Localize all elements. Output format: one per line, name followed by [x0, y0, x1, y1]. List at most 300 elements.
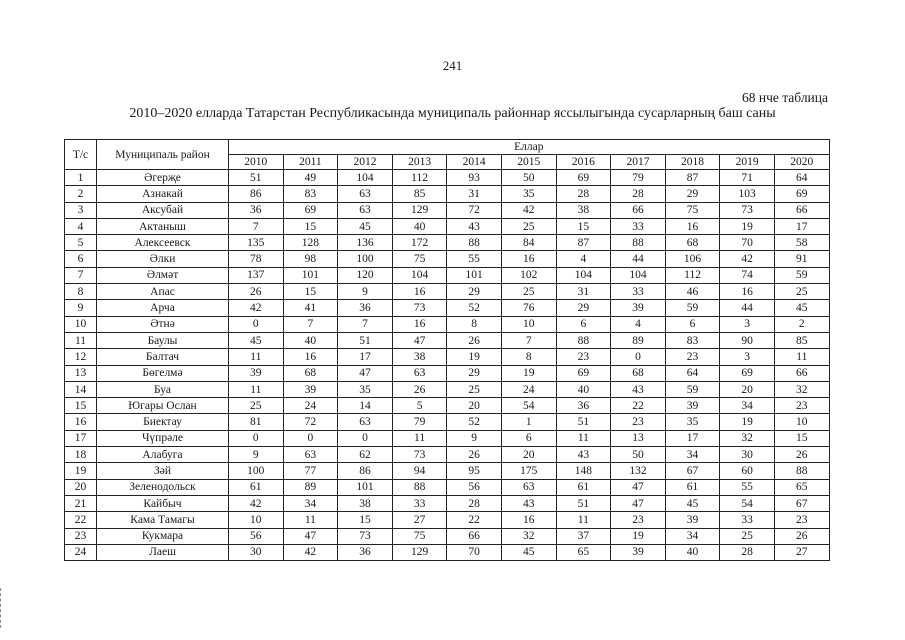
count-cell: 36	[556, 398, 611, 414]
count-cell: 73	[392, 300, 447, 316]
count-cell: 19	[501, 365, 556, 381]
count-cell: 11	[392, 430, 447, 446]
count-cell: 19	[720, 414, 775, 430]
count-cell: 63	[338, 202, 393, 218]
count-cell: 9	[338, 284, 393, 300]
count-cell: 70	[720, 235, 775, 251]
count-cell: 51	[338, 332, 393, 348]
count-cell: 94	[392, 463, 447, 479]
count-cell: 104	[392, 267, 447, 283]
count-cell: 11	[556, 430, 611, 446]
count-cell: 10	[774, 414, 829, 430]
count-cell: 101	[447, 267, 502, 283]
count-cell: 25	[774, 284, 829, 300]
count-cell: 50	[611, 447, 666, 463]
count-cell: 36	[338, 544, 393, 560]
count-cell: 72	[447, 202, 502, 218]
count-cell: 71	[720, 170, 775, 186]
header-year: 2010	[229, 155, 284, 170]
table-row	[65, 528, 830, 544]
count-cell: 33	[611, 284, 666, 300]
table-row	[65, 414, 830, 430]
count-cell: 11	[229, 381, 284, 397]
count-cell: 22	[611, 398, 666, 414]
count-cell: 38	[392, 349, 447, 365]
count-cell: 47	[283, 528, 338, 544]
count-cell: 4	[556, 251, 611, 267]
count-cell: 81	[229, 414, 284, 430]
count-cell: 75	[392, 251, 447, 267]
count-cell: 36	[229, 202, 284, 218]
count-cell: 62	[338, 447, 393, 463]
count-cell: 135	[229, 235, 284, 251]
count-cell: 90	[720, 332, 775, 348]
count-cell: 70	[447, 544, 502, 560]
count-cell: 58	[774, 235, 829, 251]
district-name: Югары Ослан	[97, 398, 229, 414]
count-cell: 33	[611, 218, 666, 234]
count-cell: 104	[556, 267, 611, 283]
count-cell: 47	[611, 479, 666, 495]
header-district: Муниципаль район	[97, 140, 229, 170]
count-cell: 79	[392, 414, 447, 430]
row-number: 18	[65, 447, 97, 463]
count-cell: 15	[556, 218, 611, 234]
count-cell: 112	[665, 267, 720, 283]
row-number: 8	[65, 284, 97, 300]
count-cell: 68	[283, 365, 338, 381]
count-cell: 86	[229, 186, 284, 202]
row-number: 6	[65, 251, 97, 267]
row-number: 24	[65, 544, 97, 560]
count-cell: 49	[283, 170, 338, 186]
header-year: 2014	[447, 155, 502, 170]
district-name: Актаныш	[97, 218, 229, 234]
count-cell: 73	[720, 202, 775, 218]
district-name: Алексеевск	[97, 235, 229, 251]
count-cell: 33	[720, 512, 775, 528]
count-cell: 31	[556, 284, 611, 300]
count-cell: 17	[665, 430, 720, 446]
count-cell: 28	[720, 544, 775, 560]
table-row	[65, 284, 830, 300]
count-cell: 28	[447, 495, 502, 511]
district-name: Чүпрәле	[97, 430, 229, 446]
count-cell: 35	[501, 186, 556, 202]
count-cell: 56	[229, 528, 284, 544]
count-cell: 6	[501, 430, 556, 446]
count-cell: 33	[392, 495, 447, 511]
count-cell: 59	[774, 267, 829, 283]
count-cell: 84	[501, 235, 556, 251]
count-cell: 93	[447, 170, 502, 186]
count-cell: 73	[392, 447, 447, 463]
count-cell: 88	[392, 479, 447, 495]
count-cell: 129	[392, 544, 447, 560]
count-cell: 61	[556, 479, 611, 495]
count-cell: 16	[283, 349, 338, 365]
count-cell: 98	[283, 251, 338, 267]
district-name: Әтнә	[97, 316, 229, 332]
count-cell: 30	[720, 447, 775, 463]
data-table	[64, 139, 830, 561]
row-number: 1	[65, 170, 97, 186]
table-body	[65, 170, 830, 561]
count-cell: 42	[229, 300, 284, 316]
row-number: 10	[65, 316, 97, 332]
count-cell: 172	[392, 235, 447, 251]
count-cell: 9	[229, 447, 284, 463]
margin-line	[0, 588, 3, 628]
header-year: 2011	[283, 155, 338, 170]
district-name: Әгерҗе	[97, 170, 229, 186]
count-cell: 87	[556, 235, 611, 251]
count-cell: 72	[283, 414, 338, 430]
count-cell: 17	[774, 218, 829, 234]
row-number: 4	[65, 218, 97, 234]
count-cell: 22	[447, 512, 502, 528]
district-name: Әлки	[97, 251, 229, 267]
count-cell: 65	[556, 544, 611, 560]
count-cell: 25	[229, 398, 284, 414]
count-cell: 45	[774, 300, 829, 316]
count-cell: 41	[283, 300, 338, 316]
count-cell: 45	[501, 544, 556, 560]
count-cell: 13	[611, 430, 666, 446]
district-name: Биектау	[97, 414, 229, 430]
count-cell: 43	[501, 495, 556, 511]
count-cell: 77	[283, 463, 338, 479]
table-row	[65, 463, 830, 479]
count-cell: 11	[556, 512, 611, 528]
count-cell: 175	[501, 463, 556, 479]
row-number: 17	[65, 430, 97, 446]
count-cell: 85	[392, 186, 447, 202]
table-row	[65, 186, 830, 202]
count-cell: 24	[283, 398, 338, 414]
header-year: 2016	[556, 155, 611, 170]
count-cell: 42	[720, 251, 775, 267]
district-name: Зәй	[97, 463, 229, 479]
count-cell: 23	[774, 398, 829, 414]
count-cell: 64	[774, 170, 829, 186]
table-row	[65, 170, 830, 186]
count-cell: 11	[774, 349, 829, 365]
table-row	[65, 381, 830, 397]
table-row	[65, 235, 830, 251]
count-cell: 20	[720, 381, 775, 397]
district-name: Алабуга	[97, 447, 229, 463]
count-cell: 40	[665, 544, 720, 560]
count-cell: 25	[501, 218, 556, 234]
row-number: 15	[65, 398, 97, 414]
count-cell: 23	[611, 512, 666, 528]
count-cell: 34	[665, 447, 720, 463]
count-cell: 16	[501, 251, 556, 267]
district-name: Кукмара	[97, 528, 229, 544]
count-cell: 47	[392, 332, 447, 348]
count-cell: 128	[283, 235, 338, 251]
count-cell: 129	[392, 202, 447, 218]
table-row	[65, 251, 830, 267]
row-number: 7	[65, 267, 97, 283]
table-row	[65, 447, 830, 463]
count-cell: 0	[229, 430, 284, 446]
row-number: 2	[65, 186, 97, 202]
count-cell: 87	[665, 170, 720, 186]
count-cell: 23	[774, 512, 829, 528]
count-cell: 28	[611, 186, 666, 202]
count-cell: 28	[556, 186, 611, 202]
count-cell: 39	[665, 398, 720, 414]
row-number: 23	[65, 528, 97, 544]
count-cell: 17	[338, 349, 393, 365]
district-name: Кайбыч	[97, 495, 229, 511]
count-cell: 52	[447, 414, 502, 430]
row-number: 5	[65, 235, 97, 251]
count-cell: 43	[556, 447, 611, 463]
count-cell: 36	[338, 300, 393, 316]
count-cell: 42	[283, 544, 338, 560]
count-cell: 61	[229, 479, 284, 495]
count-cell: 26	[774, 447, 829, 463]
table-row	[65, 512, 830, 528]
count-cell: 7	[229, 218, 284, 234]
table-title: 2010–2020 елларда Татарстан Республикасында муниципаль районнар яссылыгында сусарларның баш саны	[129, 106, 776, 121]
table-row	[65, 300, 830, 316]
count-cell: 39	[229, 365, 284, 381]
count-cell: 68	[611, 365, 666, 381]
count-cell: 45	[338, 218, 393, 234]
row-number: 11	[65, 332, 97, 348]
count-cell: 59	[665, 300, 720, 316]
table-row	[65, 332, 830, 348]
district-name: Кама Тамагы	[97, 512, 229, 528]
row-number: 20	[65, 479, 97, 495]
count-cell: 44	[611, 251, 666, 267]
header-year: 2013	[392, 155, 447, 170]
count-cell: 3	[720, 316, 775, 332]
count-cell: 88	[611, 235, 666, 251]
count-cell: 69	[774, 186, 829, 202]
count-cell: 69	[556, 365, 611, 381]
header-year: 2018	[665, 155, 720, 170]
count-cell: 42	[229, 495, 284, 511]
row-number: 3	[65, 202, 97, 218]
count-cell: 4	[611, 316, 666, 332]
count-cell: 137	[229, 267, 284, 283]
count-cell: 20	[501, 447, 556, 463]
count-cell: 55	[447, 251, 502, 267]
count-cell: 89	[283, 479, 338, 495]
count-cell: 0	[338, 430, 393, 446]
district-name: Балтач	[97, 349, 229, 365]
table-row	[65, 398, 830, 414]
count-cell: 44	[720, 300, 775, 316]
count-cell: 34	[665, 528, 720, 544]
row-number: 22	[65, 512, 97, 528]
count-cell: 63	[338, 186, 393, 202]
count-cell: 34	[720, 398, 775, 414]
table-row	[65, 365, 830, 381]
count-cell: 63	[392, 365, 447, 381]
count-cell: 52	[447, 300, 502, 316]
table-row	[65, 479, 830, 495]
count-cell: 8	[501, 349, 556, 365]
count-cell: 67	[774, 495, 829, 511]
count-cell: 0	[283, 430, 338, 446]
row-number: 19	[65, 463, 97, 479]
district-name: Арча	[97, 300, 229, 316]
count-cell: 15	[283, 284, 338, 300]
count-cell: 46	[665, 284, 720, 300]
count-cell: 61	[665, 479, 720, 495]
count-cell: 26	[447, 332, 502, 348]
table-row	[65, 430, 830, 446]
page-number: 241	[442, 58, 463, 73]
count-cell: 7	[338, 316, 393, 332]
count-cell: 104	[338, 170, 393, 186]
count-cell: 88	[774, 463, 829, 479]
row-number: 14	[65, 381, 97, 397]
count-cell: 69	[720, 365, 775, 381]
count-cell: 23	[611, 414, 666, 430]
count-cell: 3	[720, 349, 775, 365]
count-cell: 19	[447, 349, 502, 365]
count-cell: 68	[665, 235, 720, 251]
count-cell: 76	[501, 300, 556, 316]
count-cell: 148	[556, 463, 611, 479]
table-row	[65, 349, 830, 365]
district-name: Зеленодольск	[97, 479, 229, 495]
count-cell: 32	[774, 381, 829, 397]
count-cell: 103	[720, 186, 775, 202]
count-cell: 25	[447, 381, 502, 397]
count-cell: 16	[665, 218, 720, 234]
count-cell: 85	[774, 332, 829, 348]
count-cell: 101	[338, 479, 393, 495]
count-cell: 5	[392, 398, 447, 414]
count-cell: 65	[774, 479, 829, 495]
count-cell: 43	[611, 381, 666, 397]
count-cell: 32	[720, 430, 775, 446]
count-cell: 63	[283, 447, 338, 463]
table-row	[65, 544, 830, 560]
count-cell: 40	[556, 381, 611, 397]
count-cell: 26	[774, 528, 829, 544]
count-cell: 51	[556, 495, 611, 511]
count-cell: 74	[720, 267, 775, 283]
count-cell: 24	[501, 381, 556, 397]
count-cell: 69	[283, 202, 338, 218]
count-cell: 31	[447, 186, 502, 202]
row-number: 21	[65, 495, 97, 511]
count-cell: 27	[392, 512, 447, 528]
count-cell: 19	[720, 218, 775, 234]
count-cell: 45	[665, 495, 720, 511]
count-cell: 136	[338, 235, 393, 251]
header-year: 2020	[774, 155, 829, 170]
count-cell: 27	[774, 544, 829, 560]
table-row	[65, 495, 830, 511]
count-cell: 63	[501, 479, 556, 495]
count-cell: 66	[611, 202, 666, 218]
count-cell: 75	[392, 528, 447, 544]
header-year: 2015	[501, 155, 556, 170]
count-cell: 16	[392, 284, 447, 300]
count-cell: 78	[229, 251, 284, 267]
count-cell: 63	[338, 414, 393, 430]
count-cell: 29	[447, 284, 502, 300]
count-cell: 23	[665, 349, 720, 365]
row-number: 13	[65, 365, 97, 381]
count-cell: 69	[556, 170, 611, 186]
count-cell: 6	[556, 316, 611, 332]
district-name: Аксубай	[97, 202, 229, 218]
count-cell: 60	[720, 463, 775, 479]
header-year: 2017	[611, 155, 666, 170]
count-cell: 0	[611, 349, 666, 365]
count-cell: 102	[501, 267, 556, 283]
count-cell: 7	[283, 316, 338, 332]
count-cell: 7	[501, 332, 556, 348]
count-cell: 26	[392, 381, 447, 397]
table-number: 68 нче таблица	[741, 90, 828, 105]
count-cell: 1	[501, 414, 556, 430]
count-cell: 39	[611, 544, 666, 560]
count-cell: 42	[501, 202, 556, 218]
count-cell: 26	[229, 284, 284, 300]
row-number: 9	[65, 300, 97, 316]
count-cell: 54	[720, 495, 775, 511]
count-cell: 59	[665, 381, 720, 397]
district-name: Азнакай	[97, 186, 229, 202]
count-cell: 51	[229, 170, 284, 186]
count-cell: 39	[611, 300, 666, 316]
count-cell: 35	[338, 381, 393, 397]
row-number: 12	[65, 349, 97, 365]
table-header	[65, 140, 830, 170]
count-cell: 67	[665, 463, 720, 479]
count-cell: 120	[338, 267, 393, 283]
district-name: Бөгелмә	[97, 365, 229, 381]
district-name: Баулы	[97, 332, 229, 348]
count-cell: 15	[283, 218, 338, 234]
count-cell: 54	[501, 398, 556, 414]
header-num: Т/с	[65, 140, 97, 170]
count-cell: 88	[556, 332, 611, 348]
count-cell: 56	[447, 479, 502, 495]
count-cell: 35	[665, 414, 720, 430]
district-name: Апас	[97, 284, 229, 300]
count-cell: 25	[501, 284, 556, 300]
count-cell: 64	[665, 365, 720, 381]
count-cell: 20	[447, 398, 502, 414]
count-cell: 79	[611, 170, 666, 186]
header-years-caption: Еллар	[229, 140, 830, 155]
count-cell: 88	[447, 235, 502, 251]
count-cell: 40	[392, 218, 447, 234]
count-cell: 47	[611, 495, 666, 511]
count-cell: 29	[556, 300, 611, 316]
count-cell: 132	[611, 463, 666, 479]
table-row	[65, 316, 830, 332]
count-cell: 112	[392, 170, 447, 186]
header-year: 2012	[338, 155, 393, 170]
count-cell: 75	[665, 202, 720, 218]
count-cell: 16	[392, 316, 447, 332]
count-cell: 39	[283, 381, 338, 397]
